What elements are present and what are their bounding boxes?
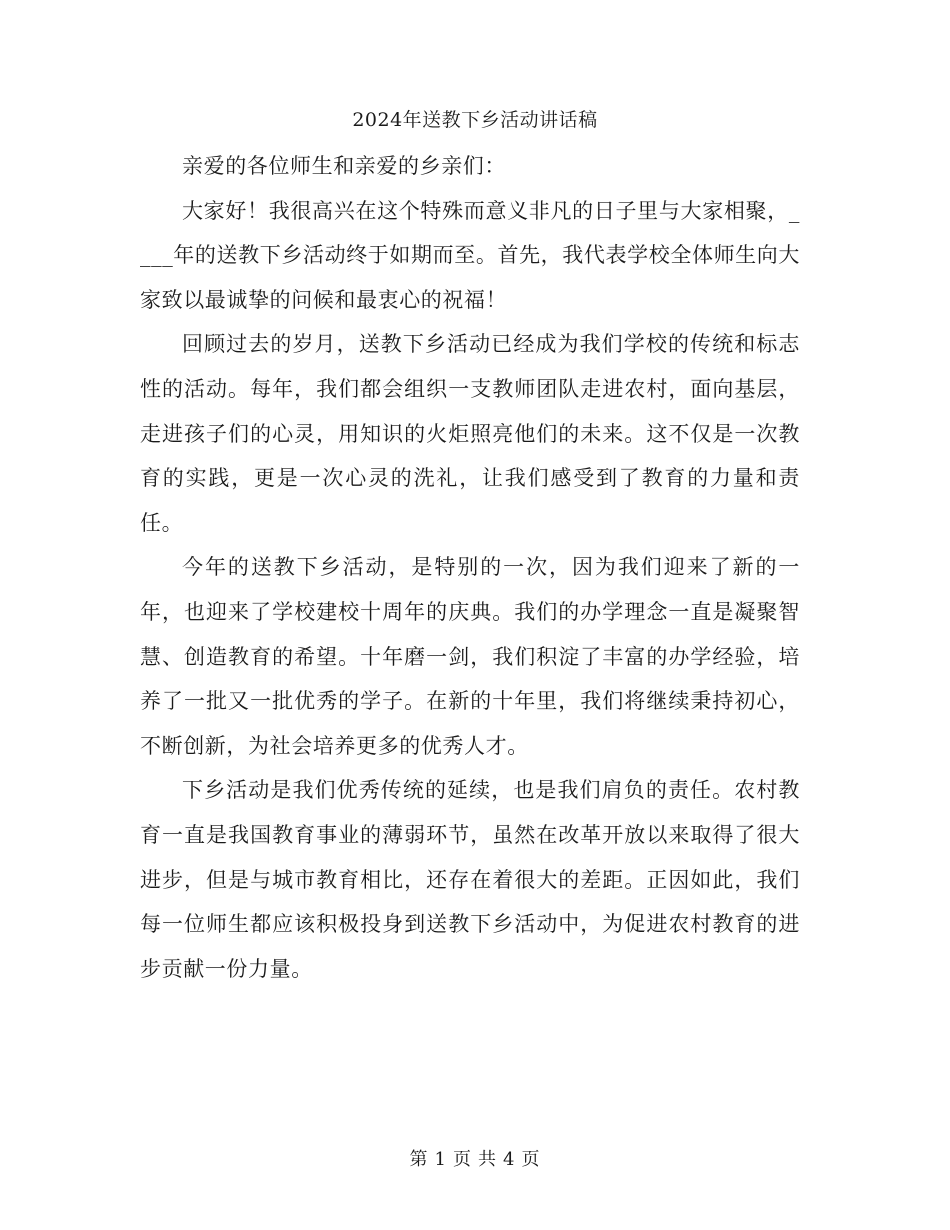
total-label: 共 — [478, 1149, 497, 1170]
salutation: 亲爱的各位师生和亲爱的乡亲们： — [182, 154, 506, 178]
page-label-suffix: 页 — [521, 1149, 541, 1170]
paragraph-1: 大家好！我很高兴在这个特殊而意义非凡的日子里与大家相聚，____年的送教下乡活动终于如期而至。首先，我代表学校全体师生向大家致以最诚挚的问候和最衷心的祝福！ — [140, 198, 800, 312]
page-label-prefix: 第 — [409, 1149, 429, 1170]
document-body — [140, 144, 800, 991]
total-pages-number: 4 — [503, 1149, 516, 1170]
paragraph-3: 今年的送教下乡活动，是特别的一次，因为我们迎来了新的一年，也迎来了学校建校十周年的庆典。我们的办学理念一直是凝聚智慧、创造教育的希望。十年磨一剑，我们积淀了丰富的办学经验，培养了一批又一批优秀的学子。在新的十年里，我们将继续秉持初心，不断创新，为社会培养更多的优秀人才。 — [140, 555, 800, 758]
current-page-number: 1 — [434, 1149, 447, 1170]
page-label-mid: 页 — [453, 1149, 472, 1170]
paragraph-2: 回顾过去的岁月，送教下乡活动已经成为我们学校的传统和标志性的活动。每年，我们都会组织一支教师团队走进农村，面向基层，走进孩子们的心灵，用知识的火炬照亮他们的未来。这不仅是一次教育的实践，更是一次心灵的洗礼，让我们感受到了教育的力量和责任。 — [140, 332, 800, 535]
page-footer — [0, 1146, 950, 1174]
paragraph-4: 下乡活动是我们优秀传统的延续，也是我们肩负的责任。农村教育一直是我国教育事业的薄弱环节，虽然在改革开放以来取得了很大进步，但是与城市教育相比，还存在着很大的差距。正因如此，我们每一位师生都应该积极投身到送教下乡活动中，为促进农村教育的进步贡献一份力量。 — [140, 778, 800, 981]
document-title: 2024年送教下乡活动讲话稿 — [352, 109, 598, 131]
